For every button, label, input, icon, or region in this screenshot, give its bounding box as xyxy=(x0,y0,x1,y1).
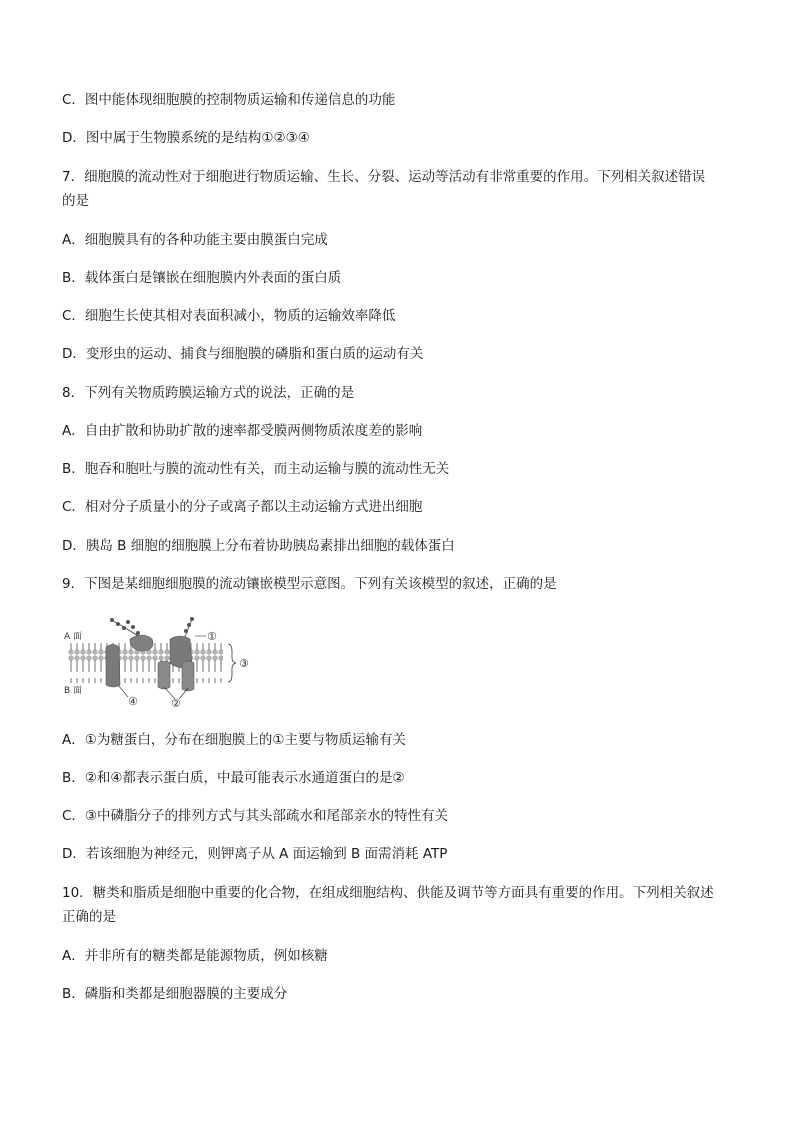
membrane-figure xyxy=(62,615,262,707)
protein-2a xyxy=(158,661,170,689)
line-8: D．变形虫的运动、捕食与细胞膜的磷脂和蛋白质的运动有关 xyxy=(62,346,424,362)
line-9: 8．下列有关物质跨膜运输方式的说法，正确的是 xyxy=(62,385,355,401)
line-14: 9．下图是某细胞细胞膜的流动镶嵌模型示意图。下列有关该模型的叙述，正确的是 xyxy=(62,576,557,592)
line-19: 10．糖类和脂质是细胞中重要的化合物，在组成细胞结构、供能及调节等方面具有重要的作用。下列相关叙述 xyxy=(62,885,714,901)
line-20: 正确的是 xyxy=(62,909,116,925)
label-4: ④ xyxy=(128,695,138,707)
label-a-side: A 面 xyxy=(64,632,83,642)
label-2: ② xyxy=(171,697,181,707)
label-3: ③ xyxy=(239,657,249,670)
protein-4 xyxy=(106,645,120,688)
line-4: 的是 xyxy=(62,193,89,209)
line-21: A．并非所有的糖类都是能源物质，例如核糖 xyxy=(62,948,328,964)
line-18: D．若该细胞为神经元，则钾离子从 A 面运输到 B 面需消耗 ATP xyxy=(62,846,448,862)
glycoprotein-chain xyxy=(110,617,194,639)
label-b-side: B 面 xyxy=(64,686,83,696)
line-2: D．图中属于生物膜系统的是结构①②③④ xyxy=(62,130,310,146)
line-15: A．①为糖蛋白，分布在细胞膜上的①主要与物质运输有关 xyxy=(62,732,406,748)
line-3: 7．细胞膜的流动性对于细胞进行物质运输、生长、分裂、运动等活动有非常重要的作用。下列相关叙述错误 xyxy=(62,169,706,185)
line-12: C．相对分子质量小的分子或离子都以主动运输方式进出细胞 xyxy=(62,499,423,515)
label-1: ① xyxy=(207,630,217,643)
line-6: B．载体蛋白是镶嵌在细胞膜内外表面的蛋白质 xyxy=(62,270,342,286)
line-11: B．胞吞和胞吐与膜的流动性有关，而主动运输与膜的流动性无关 xyxy=(62,461,450,477)
line-13: D．胰岛 B 细胞的细胞膜上分布着协助胰岛素排出细胞的载体蛋白 xyxy=(62,538,455,554)
line-22: B．磷脂和类都是细胞器膜的主要成分 xyxy=(62,986,288,1002)
line-17: C．③中磷脂分子的排列方式与其头部疏水和尾部亲水的特性有关 xyxy=(62,808,449,824)
protein-2c xyxy=(182,661,194,691)
line-7: C．细胞生长使其相对表面积减小，物质的运输效率降低 xyxy=(62,308,396,324)
line-16: B．②和④都表示蛋白质，中最可能表示水通道蛋白的是② xyxy=(62,770,405,786)
line-1: C．图中能体现细胞膜的控制物质运输和传递信息的功能 xyxy=(62,92,396,108)
line-5: A．细胞膜具有的各种功能主要由膜蛋白完成 xyxy=(62,232,328,248)
line-10: A．自由扩散和协助扩散的速率都受膜两侧物质浓度差的影响 xyxy=(62,423,423,439)
